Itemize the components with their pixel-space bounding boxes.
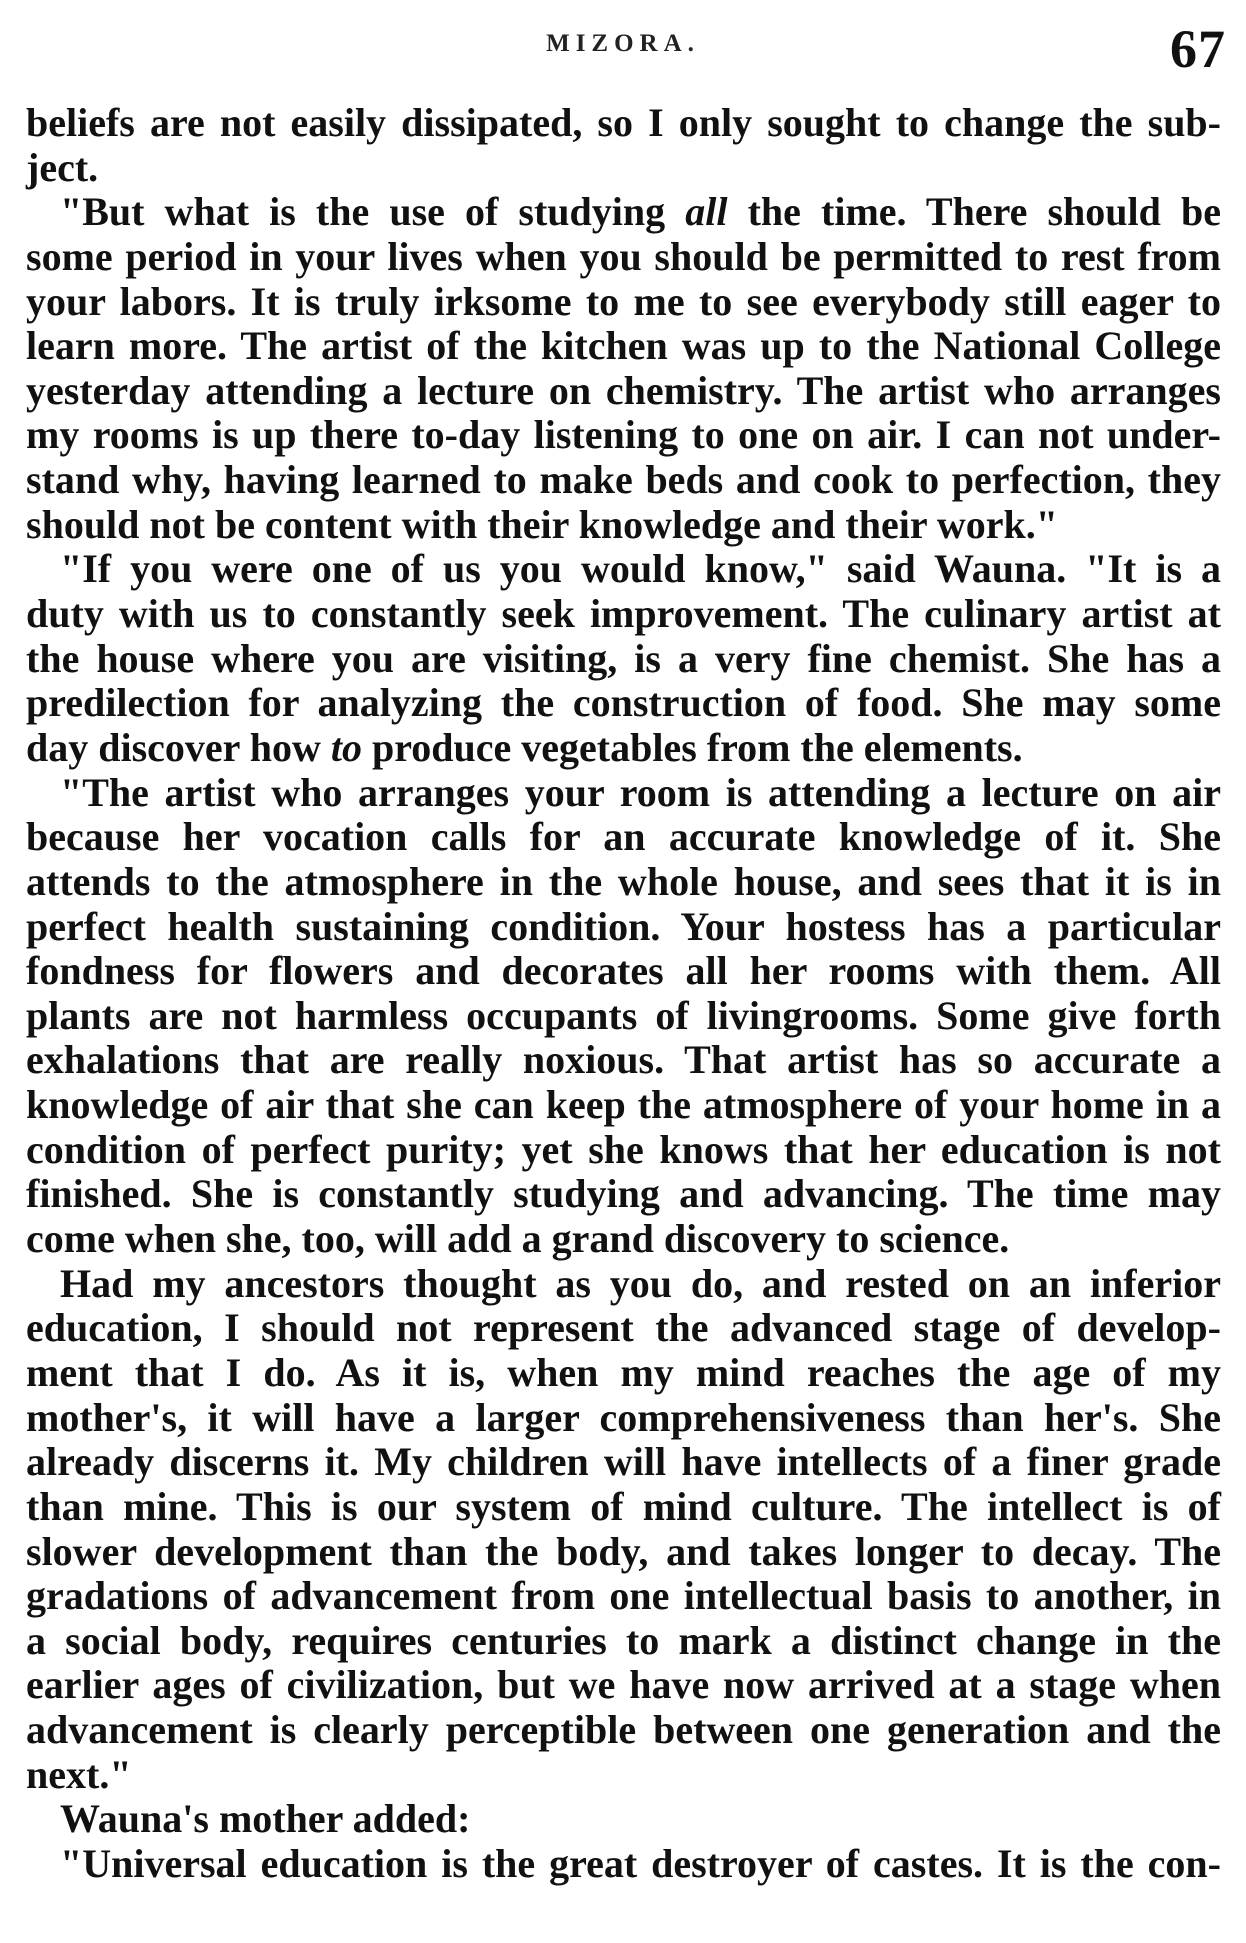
- text-line: [26, 190, 1221, 235]
- text-line: slower development than the body, and takes longer to decay. The: [26, 1528, 1221, 1574]
- running-head: [0, 19, 1246, 82]
- text-line: some period in your lives when you should be permitted to rest from: [26, 233, 1221, 279]
- text-line: earlier ages of civilization, but we have now arrived at a stage when: [26, 1662, 1221, 1708]
- text-line: come when she, too, will add a grand discovery to science.: [26, 1216, 1010, 1262]
- text-line: stand why, having learned to make beds and cook to perfection, they: [26, 457, 1221, 503]
- text-line: knowledge of air that she can keep the atmosphere of your home in a: [26, 1082, 1221, 1128]
- text-line: the house where you are visiting, is a very fine chemist. She has a: [26, 635, 1221, 681]
- text-line: education, I should not represent the advanced stage of develop-: [26, 1305, 1221, 1351]
- text-line: finished. She is constantly studying and advancing. The time may: [26, 1171, 1221, 1217]
- text-line: exhalations that are really noxious. That artist has so accurate a: [26, 1037, 1221, 1083]
- text-line: because her vocation calls for an accurate knowledge of it. She: [26, 814, 1221, 860]
- text-run: the time. There should be: [727, 189, 1222, 235]
- text-line: "The artist who arranges your room is attending a lecture on air: [60, 769, 1221, 815]
- text-line: attends to the atmosphere in the whole house, and sees that it is in: [26, 858, 1221, 904]
- text-run: "But what is the use of studying: [60, 189, 686, 235]
- text-run: produce vegetables from the elements.: [361, 724, 1023, 770]
- text-line: Had my ancestors thought as you do, and rested on an inferior: [60, 1260, 1221, 1306]
- body-text: [26, 101, 1221, 1887]
- text-line: than mine. This is our system of mind culture. The intellect is of: [26, 1483, 1221, 1529]
- text-line: condition of perfect purity; yet she knows that her education is not: [26, 1126, 1221, 1172]
- text-line: next.": [26, 1751, 132, 1797]
- text-line: fondness for flowers and decorates all her rooms with them. All: [26, 948, 1221, 994]
- text-line: ment that I do. As it is, when my mind reaches the age of my: [26, 1349, 1221, 1395]
- text-line: perfect health sustaining condition. Your hostess has a particular: [26, 903, 1221, 949]
- italic-word: to: [330, 724, 362, 770]
- text-line: beliefs are not easily dissipated, so I only sought to change the sub-: [26, 100, 1221, 145]
- text-line: your labors. It is truly irksome to me to see everybody still eager to: [26, 278, 1221, 324]
- running-title: MIZORA.: [546, 30, 700, 57]
- page-number: 67: [1170, 19, 1226, 79]
- text-line: a social body, requires centuries to mark a distinct change in the: [26, 1617, 1221, 1663]
- text-line: should not be content with their knowledge and their work.": [26, 501, 1058, 547]
- text-line: advancement is clearly perceptible between one generation and the: [26, 1707, 1221, 1753]
- italic-word: all: [685, 189, 728, 235]
- text-line: already discerns it. My children will have intellects of a finer grade: [26, 1439, 1221, 1485]
- text-line: ject.: [26, 144, 99, 190]
- text-line: "Universal education is the great destroyer of castes. It is the con-: [60, 1840, 1221, 1886]
- text-line: duty with us to constantly seek improvement. The culinary artist at: [26, 591, 1221, 637]
- text-line: "If you were one of us you would know," said Wauna. "It is a: [60, 546, 1221, 592]
- text-line: [26, 726, 1221, 771]
- text-line: gradations of advancement from one intellectual basis to another, in: [26, 1573, 1221, 1619]
- text-line: predilection for analyzing the construction of food. She may some: [26, 680, 1221, 726]
- text-line: plants are not harmless occupants of livingrooms. Some give forth: [26, 992, 1221, 1038]
- text-line: Wauna's mother added:: [60, 1796, 471, 1842]
- text-line: yesterday attending a lecture on chemistry. The artist who arranges: [26, 367, 1221, 413]
- text-run: day discover how: [26, 724, 331, 770]
- text-line: my rooms is up there to-day listening to one on air. I can not under-: [26, 412, 1221, 458]
- text-line: mother's, it will have a larger comprehensiveness than her's. She: [26, 1394, 1221, 1440]
- text-line: learn more. The artist of the kitchen was up to the National College: [26, 323, 1221, 369]
